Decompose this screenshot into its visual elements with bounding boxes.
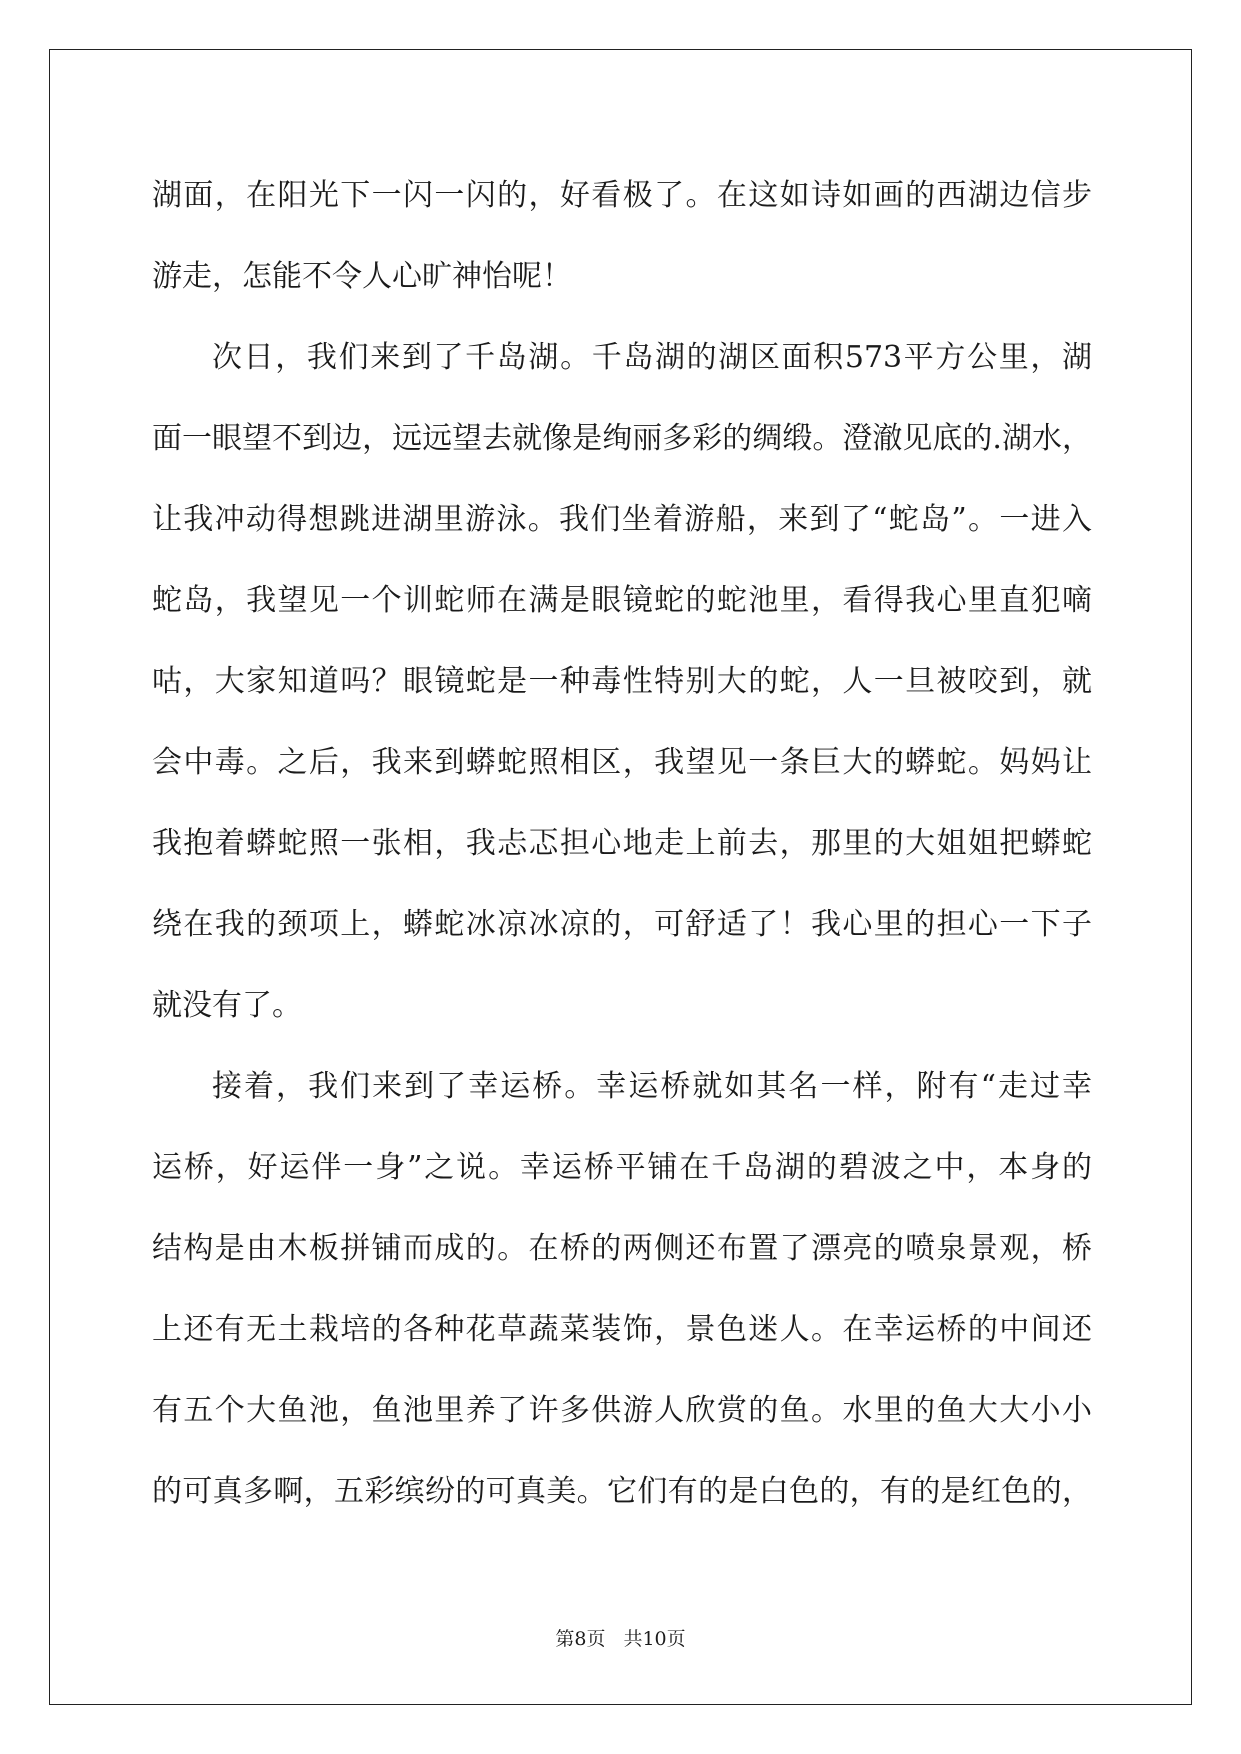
text-line: 我抱着蟒蛇照一张相，我忐忑担心地走上前去，那里的大姐姐把蟒蛇: [152, 826, 1092, 861]
document-body: [152, 155, 1092, 1532]
text-line: 的可真多啊，五彩缤纷的可真美。它们有的是白色的，有的是红色的，: [152, 1474, 1092, 1509]
text-line: 面一眼望不到边，远远望去就像是绚丽多彩的绸缎。澄澈见底的.湖水，: [152, 421, 1092, 456]
text-line: 上还有无土栽培的各种花草蔬菜装饰，景色迷人。在幸运桥的中间还: [152, 1312, 1092, 1347]
page-number-total: 共10页: [623, 1628, 686, 1650]
text-line: 结构是由木板拼铺而成的。在桥的两侧还布置了漂亮的喷泉景观，桥: [152, 1231, 1092, 1266]
text-line: 运桥，好运伴一身”之说。幸运桥平铺在千岛湖的碧波之中，本身的: [152, 1150, 1092, 1185]
paragraph-first-line: 次日，我们来到了千岛湖。千岛湖的湖区面积573平方公里，湖: [212, 340, 1092, 375]
text-line: 湖面，在阳光下一闪一闪的，好看极了。在这如诗如画的西湖边信步: [152, 178, 1092, 213]
text-line: 让我冲动得想跳进湖里游泳。我们坐着游船，来到了“蛇岛”。一进入: [152, 502, 1092, 537]
paragraph-first-line: 接着，我们来到了幸运桥。幸运桥就如其名一样，附有“走过幸: [212, 1069, 1092, 1104]
text-line: 咕，大家知道吗？眼镜蛇是一种毒性特别大的蛇，人一旦被咬到，就: [152, 664, 1092, 699]
text-line: 游走，怎能不令人心旷神怡呢！: [152, 259, 572, 294]
text-line: 蛇岛，我望见一个训蛇师在满是眼镜蛇的蛇池里，看得我心里直犯嘀: [152, 583, 1092, 618]
page-number-current: 第8页: [555, 1628, 606, 1650]
text-line: 就没有了。: [152, 988, 302, 1023]
text-line: 会中毒。之后，我来到蟒蛇照相区，我望见一条巨大的蟒蛇。妈妈让: [152, 745, 1092, 780]
page-footer: [0, 1627, 1241, 1651]
text-line: 绕在我的颈项上，蟒蛇冰凉冰凉的，可舒适了！我心里的担心一下子: [152, 907, 1092, 942]
text-line: 有五个大鱼池，鱼池里养了许多供游人欣赏的鱼。水里的鱼大大小小: [152, 1393, 1092, 1428]
